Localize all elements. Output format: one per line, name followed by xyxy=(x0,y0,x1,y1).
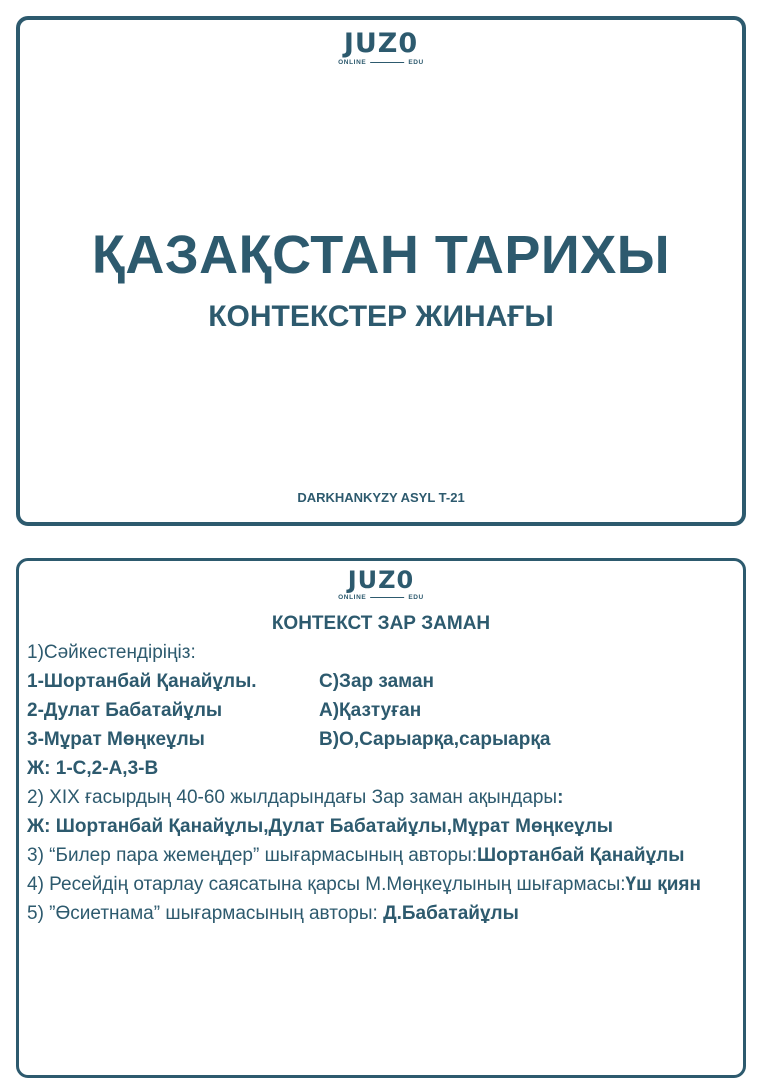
q1-answer: Ж: 1-С,2-А,3-В xyxy=(27,758,159,779)
logo-sub-left: ONLINE xyxy=(338,59,367,66)
logo-sub-left: ONLINE xyxy=(338,594,367,601)
match-left: 2-Дулат Бабатайұлы xyxy=(27,700,223,721)
q2-colon: : xyxy=(557,787,564,808)
q3-answer: Шортанбай Қанайұлы xyxy=(477,845,685,866)
match-row xyxy=(27,725,735,754)
q5-answer: Д.Бабатайұлы xyxy=(383,903,519,924)
q5-text: 5) ”Өсиетнама” шығармасының авторы: xyxy=(27,903,384,924)
context-heading: КОНТЕКСТ ЗАР ЗАМАН xyxy=(271,613,491,634)
q4-text: 4) Ресейдің отарлау саясатына қарсы М.Мөңкеұлының шығармасы: xyxy=(27,874,626,895)
match-left: 3-Мұрат Мөңкеұлы xyxy=(27,729,205,750)
juzo-logo xyxy=(338,568,424,601)
logo-divider xyxy=(370,597,404,598)
logo-subtitle xyxy=(338,59,424,66)
q2-answer: Ж: Шортанбай Қанайұлы,Дулат Бабатайұлы,Мұрат Мөңкеұлы xyxy=(27,816,613,837)
q4 xyxy=(27,870,735,899)
content-card xyxy=(16,558,746,1078)
logo-sub-right: EDU xyxy=(408,594,424,601)
cover-author: DARKHANKYZY ASYL T-21 xyxy=(297,490,465,505)
q3 xyxy=(27,841,735,870)
logo-subtitle xyxy=(338,594,424,601)
logo-brand: JUZ0 xyxy=(347,566,415,594)
match-row xyxy=(27,696,735,725)
cover-subtitle: КОНТЕКСТЕР ЖИНАҒЫ xyxy=(208,300,554,333)
q1-prompt: 1)Сәйкестендіріңіз: xyxy=(27,642,196,663)
match-row xyxy=(27,667,735,696)
q4-answer: Үш қиян xyxy=(625,874,701,895)
logo-sub-right: EDU xyxy=(408,59,424,66)
logo-brand: JUZ0 xyxy=(343,28,419,59)
cover-card xyxy=(16,16,746,526)
match-left: 1-Шортанбай Қанайұлы. xyxy=(27,671,257,692)
q2-text: 2) XIX ғасырдың 40-60 жылдарындағы Зар заман ақындары xyxy=(27,787,558,808)
logo-divider xyxy=(370,62,404,63)
match-right: В)О,Сарыарқа,сарыарқа xyxy=(319,729,551,750)
q2 xyxy=(27,783,735,812)
match-right: С)Зар заман xyxy=(319,671,435,692)
context-content xyxy=(27,609,735,928)
q5 xyxy=(27,899,735,928)
juzo-logo xyxy=(338,30,424,66)
q3-text: 3) “Билер пара жемеңдер” шығармасының авторы: xyxy=(27,845,478,866)
match-right: А)Қазтуған xyxy=(319,700,422,721)
cover-title: ҚАЗАҚСТАН ТАРИХЫ xyxy=(91,225,671,285)
